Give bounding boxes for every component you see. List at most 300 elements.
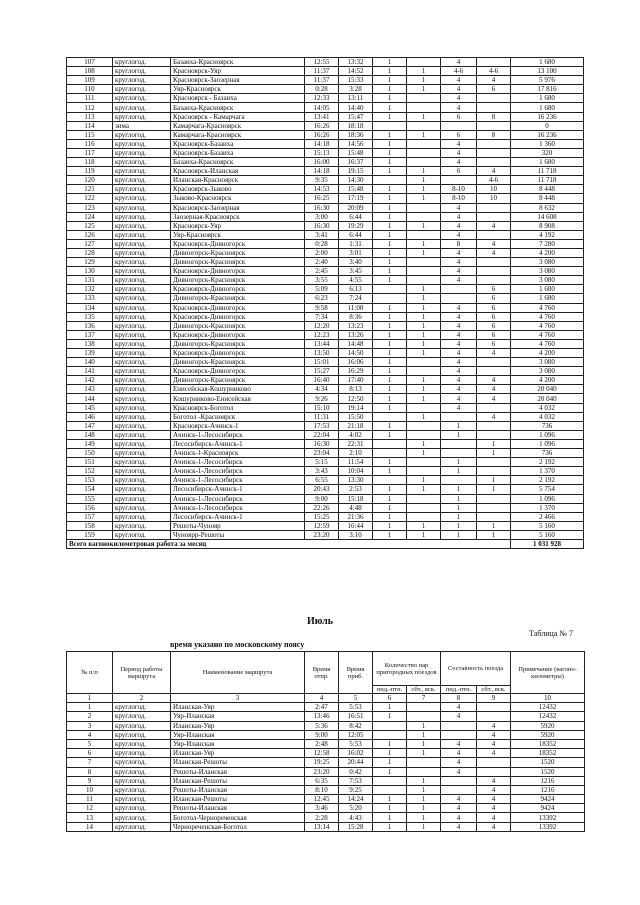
table-cell: 127 (67, 239, 113, 248)
table-cell: Решоты-Иланская (171, 804, 305, 813)
table-cell: 158 (67, 521, 113, 530)
table-cell: 1 (477, 449, 511, 458)
table-cell: 1 370 (511, 467, 584, 476)
header-route: Наименование маршрута (171, 652, 305, 694)
july-header-row (67, 652, 585, 686)
table-cell: Красноярск-Иланская (171, 167, 305, 176)
table-cell: 5:20 (339, 804, 373, 813)
table-row (67, 804, 585, 813)
table-cell (407, 267, 441, 276)
table-cell: 6 (441, 112, 477, 121)
table-cell: 4:34 (305, 385, 339, 394)
table-cell: 13:32 (339, 58, 373, 67)
table-cell: 143 (67, 385, 113, 394)
table-cell: 20:44 (339, 758, 373, 767)
june-total-value: 1 031 928 (511, 539, 584, 548)
table-cell (477, 494, 511, 503)
table-cell (407, 276, 441, 285)
table-cell (407, 139, 441, 148)
table-cell: 14:18 (305, 167, 339, 176)
table-cell: 118 (67, 158, 113, 167)
table-cell: 1 (407, 76, 441, 85)
table-cell: Иланская-Уяр (171, 721, 305, 730)
table-cell: 109 (67, 76, 113, 85)
table-cell: 151 (67, 458, 113, 467)
table-cell: 6 (477, 303, 511, 312)
table-cell: круглогод. (113, 212, 171, 221)
table-row (67, 330, 584, 339)
table-cell: 4 (477, 776, 511, 785)
table-cell: 12:55 (305, 58, 339, 67)
table-cell: 3:28 (339, 85, 373, 94)
table-cell: 156 (67, 503, 113, 512)
table-cell: 4 032 (511, 412, 584, 421)
table-cell (441, 439, 477, 448)
table-row (67, 121, 584, 130)
table-cell: 4 (441, 376, 477, 385)
table-cell: круглогод. (113, 358, 171, 367)
table-cell: 19:14 (339, 403, 373, 412)
table-cell: 1 (373, 403, 407, 412)
table-cell: 107 (67, 58, 113, 67)
table-cell: 1 (407, 67, 441, 76)
table-row (67, 130, 584, 139)
table-cell (407, 758, 441, 767)
table-cell: 113 (67, 112, 113, 121)
june-schedule-table (66, 57, 584, 549)
table-cell: 6 (477, 85, 511, 94)
table-row (67, 403, 584, 412)
table-cell (407, 103, 441, 112)
table-row (67, 349, 584, 358)
table-cell: Красноярск-Дивногорск (171, 367, 305, 376)
table-cell: Камарчага-Красноярск (171, 121, 305, 130)
table-cell: 5:36 (305, 721, 339, 730)
table-cell (477, 148, 511, 157)
table-cell: 1 (373, 248, 407, 257)
table-row (67, 730, 585, 739)
table-cell: 1 (407, 321, 441, 330)
table-row (67, 822, 585, 831)
table-cell: 4 (441, 103, 477, 112)
table-cell: 18352 (511, 739, 585, 748)
table-cell: круглогод. (113, 394, 171, 403)
table-row (67, 185, 584, 194)
table-cell: 5:15 (305, 458, 339, 467)
table-row (67, 358, 584, 367)
table-cell (477, 367, 511, 376)
table-cell: 1 (373, 749, 407, 758)
table-cell: 1 (373, 394, 407, 403)
table-cell: 145 (67, 403, 113, 412)
table-cell: 1 (373, 312, 407, 321)
table-cell: 20 040 (511, 385, 584, 394)
table-cell: круглогод. (113, 785, 171, 794)
table-cell: 112 (67, 103, 113, 112)
table-row (67, 312, 584, 321)
table-cell: круглогод. (113, 167, 171, 176)
table-cell: 2:40 (305, 258, 339, 267)
table-cell: 4 (477, 730, 511, 739)
table-cell: 14:56 (339, 139, 373, 148)
table-cell: 4 (441, 703, 477, 712)
table-cell: 1520 (511, 758, 585, 767)
table-cell: круглогод. (113, 185, 171, 194)
table-cell: 1 (407, 185, 441, 194)
table-row (67, 258, 584, 267)
table-cell: 1 (373, 330, 407, 339)
table-cell: 146 (67, 412, 113, 421)
table-cell: 4 (441, 822, 477, 831)
table-cell: 4 192 (511, 230, 584, 239)
table-cell: 9:00 (305, 494, 339, 503)
table-cell: 4 (477, 749, 511, 758)
time-zone-note: время указано по московскому поясу (170, 640, 305, 649)
table-cell: 15:48 (339, 185, 373, 194)
table-cell (373, 785, 407, 794)
table-cell: круглогод. (113, 312, 171, 321)
table-cell (477, 503, 511, 512)
table-cell: 3:40 (339, 258, 373, 267)
table-cell: 20 040 (511, 394, 584, 403)
table-cell: 6 (441, 167, 477, 176)
table-cell: Дивногорск-Красноярск (171, 248, 305, 257)
table-cell: 2 192 (511, 458, 584, 467)
header-composition: Составность поезда (441, 652, 511, 686)
table-cell: Уяр-Иланская (171, 712, 305, 721)
table-row (67, 795, 585, 804)
table-cell: Лесосибирск-Ачинск-1 (171, 512, 305, 521)
table-cell: круглогод. (113, 512, 171, 521)
table-cell (477, 267, 511, 276)
table-cell: Красноярск-Базаиха (171, 139, 305, 148)
table-cell: 4 (67, 730, 113, 739)
table-cell (373, 721, 407, 730)
table-cell: 12:59 (305, 521, 339, 530)
table-row (67, 494, 584, 503)
table-cell: 133 (67, 294, 113, 303)
table-cell: 4 200 (511, 376, 584, 385)
table-cell: 14:18 (305, 139, 339, 148)
table-cell: круглогод. (113, 303, 171, 312)
table-cell: 21:18 (339, 421, 373, 430)
table-cell: 1 (373, 530, 407, 539)
table-cell (441, 176, 477, 185)
table-cell: 1 (477, 521, 511, 530)
table-cell: 4 (441, 312, 477, 321)
table-cell: 16 236 (511, 112, 584, 121)
table-cell: 4 760 (511, 312, 584, 321)
table-cell: 134 (67, 303, 113, 312)
table-cell (441, 121, 477, 130)
table-cell (407, 703, 441, 712)
table-cell (407, 503, 441, 512)
table-cell: 4 (441, 767, 477, 776)
table-cell: круглогод. (113, 285, 171, 294)
table-cell: Уяр-Красноярск (171, 230, 305, 239)
table-cell: круглогод. (113, 339, 171, 348)
table-cell: 6 (477, 294, 511, 303)
table-row (67, 294, 584, 303)
table-cell: 1 096 (511, 439, 584, 448)
table-cell: 114 (67, 121, 113, 130)
table-cell: круглогод. (113, 94, 171, 103)
table-cell (477, 276, 511, 285)
table-cell: 130 (67, 267, 113, 276)
column-number: 2 (113, 694, 171, 703)
table-cell: 3 080 (511, 267, 584, 276)
table-cell: 5 (67, 739, 113, 748)
table-cell: 14:40 (339, 103, 373, 112)
table-cell (477, 103, 511, 112)
table-cell: 19:25 (305, 758, 339, 767)
table-row (67, 239, 584, 248)
table-cell: 4 (441, 148, 477, 157)
table-cell: Базаиха-Красноярск (171, 58, 305, 67)
table-cell: 6:13 (339, 285, 373, 294)
table-cell: круглогод. (113, 258, 171, 267)
table-cell: круглогод. (113, 294, 171, 303)
table-cell: 138 (67, 339, 113, 348)
table-cell: 4 (477, 385, 511, 394)
table-cell: 1 (407, 303, 441, 312)
table-cell (407, 767, 441, 776)
table-row (67, 167, 584, 176)
table-row (67, 285, 584, 294)
table-row (67, 176, 584, 185)
table-cell: 1 (441, 430, 477, 439)
table-cell: 16:44 (339, 521, 373, 530)
table-cell: 1 (407, 248, 441, 257)
table-cell: 1 (373, 339, 407, 348)
table-cell: 8 448 (511, 185, 584, 194)
table-cell: Иланская-Решоты (171, 795, 305, 804)
table-row (67, 749, 585, 758)
table-cell: 1 (407, 521, 441, 530)
table-cell: 6 (477, 312, 511, 321)
table-cell: Решоты-Иланская (171, 785, 305, 794)
table-cell: 1 (407, 776, 441, 785)
table-cell: 1 (373, 221, 407, 230)
table-cell: 4 (477, 721, 511, 730)
table-cell: 1 360 (511, 139, 584, 148)
table-row (67, 267, 584, 276)
table-cell: 16:30 (305, 439, 339, 448)
table-cell: круглогод. (113, 321, 171, 330)
table-cell: 1 (373, 385, 407, 394)
table-cell: круглогод. (113, 58, 171, 67)
table-row (67, 203, 584, 212)
table-cell: 16:26 (305, 130, 339, 139)
table-cell: 1 680 (511, 294, 584, 303)
table-row (67, 813, 585, 822)
table-cell: 1 (373, 239, 407, 248)
table-cell: 15:28 (339, 822, 373, 831)
table-cell (477, 230, 511, 239)
table-cell: 4 (441, 339, 477, 348)
table-cell: 1 (373, 212, 407, 221)
table-cell: 1 (407, 739, 441, 748)
table-cell: Ачинск-1-Лесосибирск (171, 494, 305, 503)
table-cell: Дивногорск-Красноярск (171, 376, 305, 385)
table-cell (407, 212, 441, 221)
table-cell: 4 (441, 330, 477, 339)
table-cell: 19:15 (339, 167, 373, 176)
table-cell: 1 (373, 194, 407, 203)
table-cell: Енисейская-Кошурниково (171, 385, 305, 394)
table-cell: 3:01 (339, 248, 373, 257)
table-cell: 4 (477, 349, 511, 358)
table-cell: 1 (441, 530, 477, 539)
table-cell: Ачинск-1-Лесосибирск (171, 476, 305, 485)
table-cell: 8-10 (441, 194, 477, 203)
table-cell: 7:24 (339, 294, 373, 303)
table-cell: Красноярск-Дивногорск (171, 285, 305, 294)
table-cell: 8:42 (339, 721, 373, 730)
table-cell: 1 (407, 239, 441, 248)
table-cell: 14:52 (339, 67, 373, 76)
table-cell: круглогод. (113, 458, 171, 467)
table-cell: 2:53 (339, 485, 373, 494)
table-cell: 4 200 (511, 349, 584, 358)
table-cell: 4 (441, 158, 477, 167)
table-cell: Базаиха-Красноярск (171, 103, 305, 112)
table-cell (441, 412, 477, 421)
header-period: Период работы маршрута (113, 652, 171, 694)
table-cell: круглогод. (113, 139, 171, 148)
table-cell: 16:00 (305, 158, 339, 167)
table-cell: 14:30 (339, 176, 373, 185)
table-cell: 4 (441, 258, 477, 267)
table-cell: 1 (407, 194, 441, 203)
table-cell: 1 (373, 767, 407, 776)
table-cell: 4 (441, 804, 477, 813)
table-row (67, 85, 584, 94)
table-cell: 1 (67, 703, 113, 712)
header-note: Примечание (вагоно-километры) (511, 652, 585, 694)
column-number: 5 (339, 694, 373, 703)
table-row (67, 321, 584, 330)
table-cell: 3:45 (339, 267, 373, 276)
table-cell (477, 512, 511, 521)
table-cell: 736 (511, 421, 584, 430)
table-cell: Боготол-Чернореченская (171, 813, 305, 822)
table-cell: 1 680 (511, 94, 584, 103)
table-cell: Иланская-Решоты (171, 758, 305, 767)
table-cell (407, 58, 441, 67)
table-cell: 4 (441, 230, 477, 239)
table-cell: 2:47 (305, 703, 339, 712)
table-cell: 14:50 (339, 349, 373, 358)
table-cell (373, 449, 407, 458)
table-cell: 4 (477, 822, 511, 831)
table-cell: 1 (373, 758, 407, 767)
table-cell: 16:30 (305, 221, 339, 230)
table-cell: круглогод. (113, 749, 171, 758)
column-number: 4 (305, 694, 339, 703)
table-row (67, 76, 584, 85)
table-row (67, 712, 585, 721)
table-cell: 8 632 (511, 203, 584, 212)
table-cell: Ачинск-1-Лесосибирск (171, 430, 305, 439)
table-cell: круглогод. (113, 349, 171, 358)
table-row (67, 139, 584, 148)
table-cell: 7 280 (511, 239, 584, 248)
table-cell: Камарчага-Красноярск (171, 130, 305, 139)
table-cell: 4 (441, 267, 477, 276)
table-cell: 15:33 (339, 76, 373, 85)
table-cell: 4 (441, 749, 477, 758)
table-cell: 4 (477, 412, 511, 421)
table-cell: 3 080 (511, 367, 584, 376)
table-cell: 4 760 (511, 339, 584, 348)
column-number: 8 (441, 694, 477, 703)
table-cell: 3:43 (305, 467, 339, 476)
table-cell: круглогод. (113, 421, 171, 430)
table-cell (407, 458, 441, 467)
table-cell: 1 (407, 730, 441, 739)
table-cell: 1 680 (511, 285, 584, 294)
table-cell: 4 200 (511, 248, 584, 257)
table-cell: 3:41 (305, 230, 339, 239)
table-cell: 1 (407, 449, 441, 458)
table-cell: 5920 (511, 730, 585, 739)
table-cell (477, 458, 511, 467)
table-cell: 141 (67, 367, 113, 376)
table-cell: 1 (373, 494, 407, 503)
table-cell: круглогод. (113, 76, 171, 85)
table-cell (477, 258, 511, 267)
table-cell: 1 (373, 467, 407, 476)
table-cell: 16:37 (339, 158, 373, 167)
table-cell (477, 703, 511, 712)
table-cell: 0 (511, 121, 584, 130)
table-cell (373, 439, 407, 448)
table-cell: 131 (67, 276, 113, 285)
table-cell (477, 421, 511, 430)
table-cell: 16:29 (339, 367, 373, 376)
table-cell: 1 (407, 385, 441, 394)
table-cell: круглогод. (113, 795, 171, 804)
table-cell: 2 192 (511, 476, 584, 485)
table-cell: круглогод. (113, 103, 171, 112)
table-cell: 110 (67, 85, 113, 94)
table-cell: 3 080 (511, 358, 584, 367)
table-cell (373, 476, 407, 485)
table-cell (407, 430, 441, 439)
table-cell: 157 (67, 512, 113, 521)
table-row (67, 276, 584, 285)
table-cell: 1 (407, 130, 441, 139)
table-cell (477, 94, 511, 103)
table-cell: Уяр-Иланская (171, 730, 305, 739)
table-cell: 1 (373, 795, 407, 804)
table-cell: Уяр-Иланская (171, 739, 305, 748)
table-cell: 5:53 (339, 739, 373, 748)
table-cell: 4 (477, 785, 511, 794)
table-cell: 21:36 (339, 512, 373, 521)
table-cell: Красноярск-Уяр (171, 67, 305, 76)
table-cell: 147 (67, 421, 113, 430)
table-cell: 11:37 (305, 67, 339, 76)
header-num: № п/п (67, 652, 113, 694)
table-cell: 125 (67, 221, 113, 230)
table-cell (477, 430, 511, 439)
table-cell: 1 (407, 221, 441, 230)
table-cell: круглогод. (113, 521, 171, 530)
column-number: 7 (407, 694, 441, 703)
table-cell: 4 (441, 58, 477, 67)
